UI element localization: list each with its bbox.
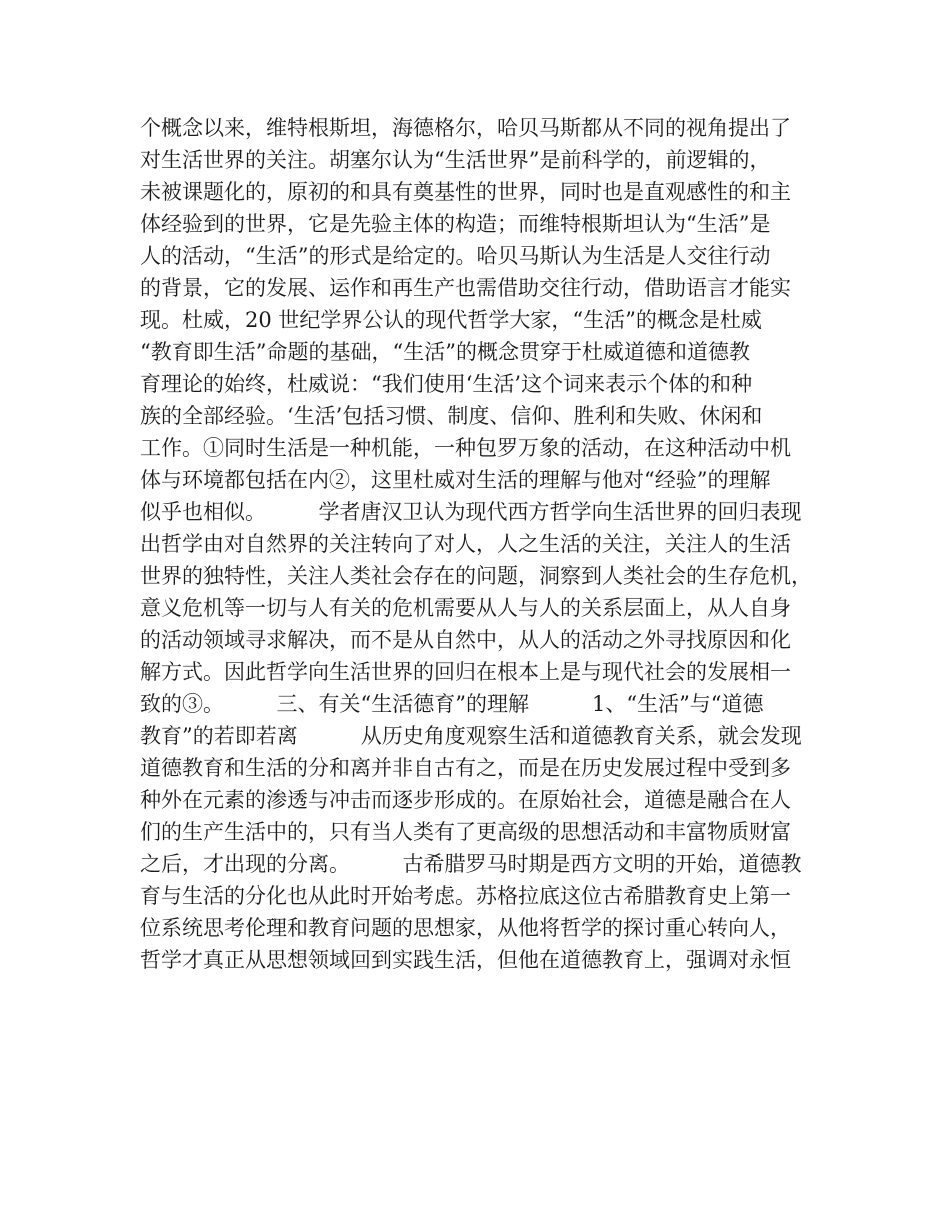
text-line: 种外在元素的渗透与冲击而逐步形成的。在原始社会，道德是融合在人: [140, 788, 791, 812]
text-line: 们的生产生活中的，只有当人类有了更高级的思想活动和丰富物质财富: [140, 820, 791, 844]
text-line: 出哲学由对自然界的关注转向了对人，人之生活的关注，关注人的生活: [140, 532, 791, 556]
text-line: “教育即生活”命题的基础，“生活”的概念贯穿于杜威道德和道德教: [140, 340, 750, 364]
text-line: 位系统思考伦理和教育问题的思想家，从他将哲学的探讨重心转向人，: [140, 916, 791, 940]
text-line: 之后，才出现的分离。 古希腊罗马时期是西方文明的开始，道德教: [140, 852, 802, 876]
text-line: 教育”的若即若离 从历史角度观察生活和道德教育关系，就会发现: [140, 724, 802, 748]
text-line: 育理论的始终，杜威说：“我们使用‘生活’这个词来表示个体的和种: [140, 372, 753, 396]
text-line: 致的③。 三、有关“生活德育”的理解 1、“生活”与“道德: [140, 692, 764, 716]
body-text: [140, 112, 840, 976]
text-line: 道德教育和生活的分和离并非自古有之，而是在历史发展过程中受到多: [140, 756, 791, 780]
text-line: 的背景，它的发展、运作和再生产也需借助交往行动，借助语言才能实: [140, 276, 791, 300]
text-line: 体经验到的世界，它是先验主体的构造；而维特根斯坦认为“生活”是: [140, 212, 771, 236]
text-line: 体与环境都包括在内②，这里杜威对生活的理解与他对“经验”的理解: [140, 468, 771, 492]
text-line: 哲学才真正从思想领域回到实践生活，但他在道德教育上，强调对永恒: [140, 948, 791, 972]
text-line: 意义危机等一切与人有关的危机需要从人与人的关系层面上，从人自身: [140, 596, 791, 620]
text-line: 育与生活的分化也从此时开始考虑。苏格拉底这位古希腊教育史上第一: [140, 884, 791, 908]
text-line: 人的活动，“生活”的形式是给定的。哈贝马斯认为生活是人交往行动: [140, 244, 771, 268]
text-line: 族的全部经验。‘生活’包括习惯、制度、信仰、胜利和失败、休闲和: [140, 404, 763, 428]
text-line: 对生活世界的关注。胡塞尔认为“生活世界”是前科学的，前逻辑的，: [140, 148, 771, 172]
text-line: 世界的独特性，关注人类社会存在的问题，洞察到人类社会的生存危机，: [140, 564, 812, 588]
text-line: 个概念以来，维特根斯坦，海德格尔，哈贝马斯都从不同的视角提出了: [140, 116, 791, 140]
text-line: 未被课题化的，原初的和具有奠基性的世界，同时也是直观感性的和主: [140, 180, 791, 204]
text-line: 的活动领域寻求解决，而不是从自然中，从人的活动之外寻找原因和化: [140, 628, 791, 652]
text-line: 工作。①同时生活是一种机能，一种包罗万象的活动，在这种活动中机: [140, 436, 791, 460]
text-line: 现。杜威，20 世纪学界公认的现代哲学大家，“生活”的概念是杜威: [140, 308, 762, 332]
text-line: 解方式。因此哲学向生活世界的回归在根本上是与现代社会的发展相一: [140, 660, 791, 684]
text-line: 似乎也相似。 学者唐汉卫认为现代西方哲学向生活世界的回归表现: [140, 500, 802, 524]
